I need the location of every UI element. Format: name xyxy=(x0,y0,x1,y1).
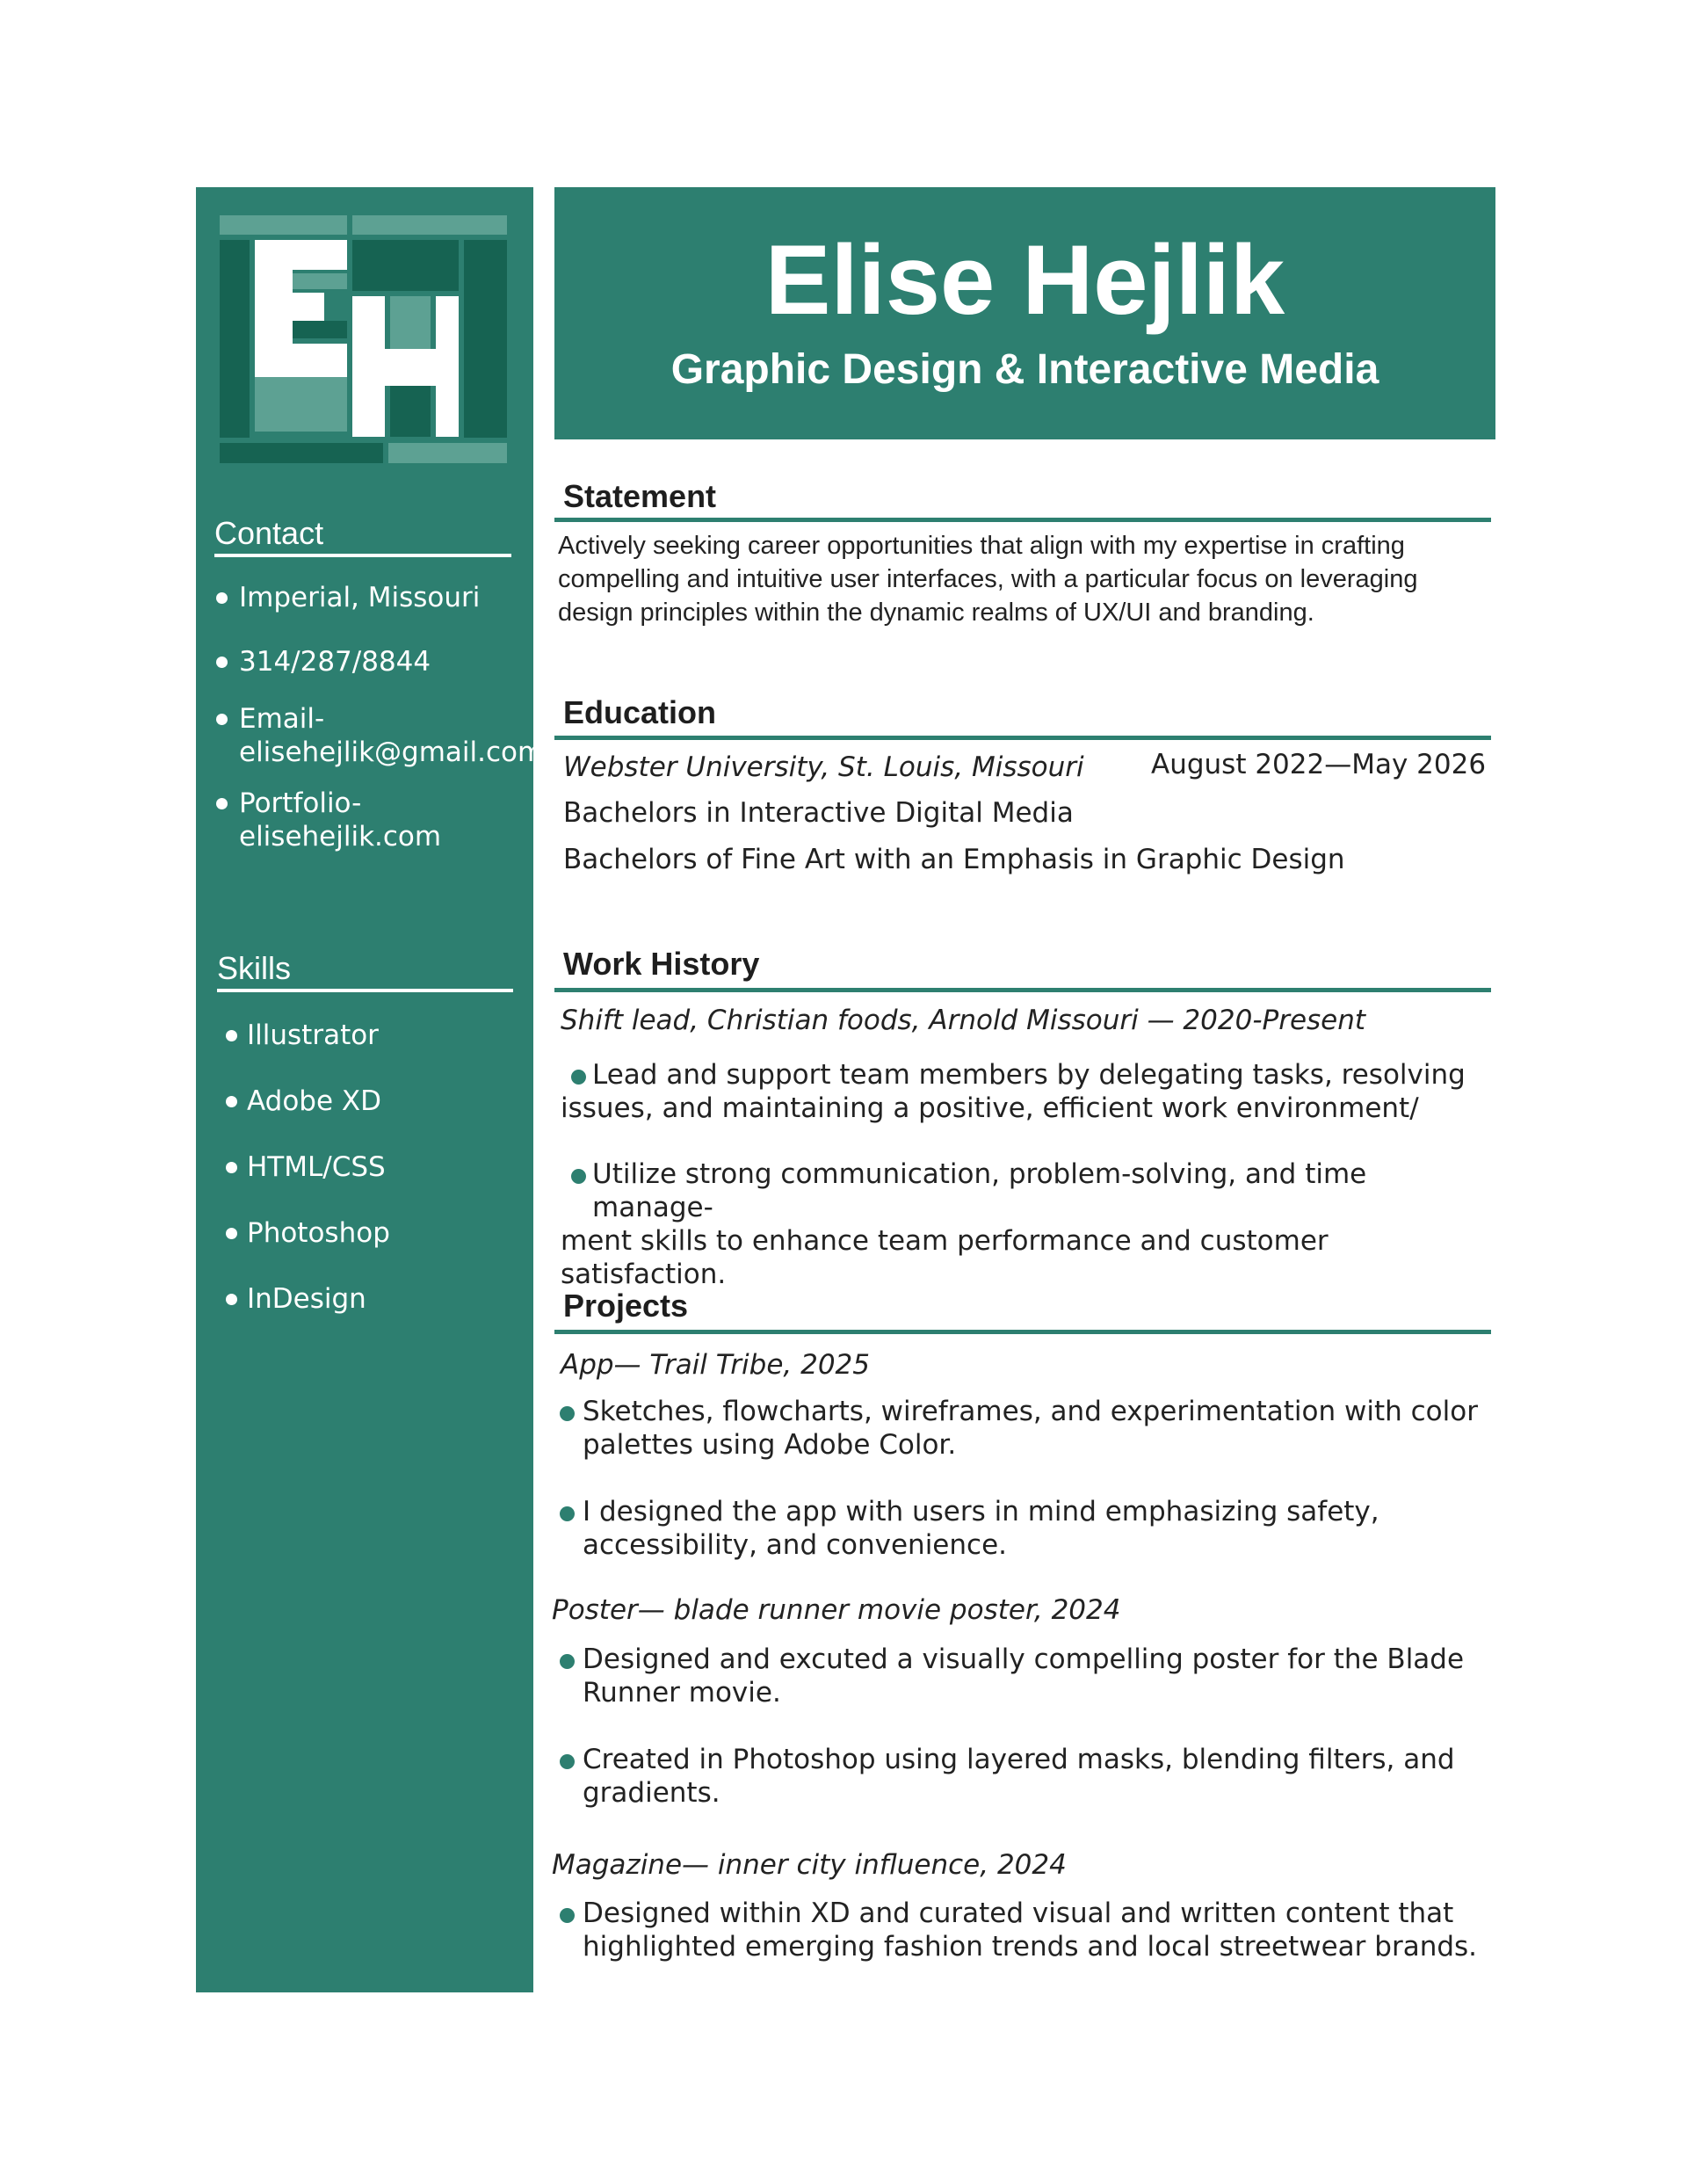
work-bullet: Utilize strong communication, problem-solving, and time manage- ment skills to enhance team performance and customer satisfaction. xyxy=(561,1158,1367,1290)
projects-heading: Projects xyxy=(563,1288,689,1324)
header-banner xyxy=(554,187,1495,439)
email-link[interactable]: elisehejlik@gmail.com xyxy=(239,736,545,768)
bullet-dot-icon xyxy=(571,1070,586,1085)
project-title: Magazine— inner city influence, 2024 xyxy=(552,1849,1067,1881)
project-title: App— Trail Tribe, 2025 xyxy=(561,1349,871,1381)
contact-list xyxy=(216,581,545,853)
education-heading: Education xyxy=(563,694,717,730)
statement-rule xyxy=(554,518,1491,522)
bullet-dot-icon xyxy=(560,1908,575,1923)
skills-list xyxy=(226,1019,516,1316)
education-dates: August 2022—May 2026 xyxy=(1151,749,1487,780)
bullet-dot-icon xyxy=(571,1169,586,1184)
portfolio-link[interactable]: elisehejlik.com xyxy=(239,821,442,853)
person-tagline: Graphic Design & Interactive Media xyxy=(670,346,1379,393)
project-title: Poster— blade runner movie poster, 2024 xyxy=(552,1594,1121,1626)
skill-item: InDesign xyxy=(226,1282,516,1316)
bullet-dot-icon xyxy=(560,1654,575,1669)
contact-heading: Contact xyxy=(214,515,324,551)
skills-rule xyxy=(217,989,513,992)
project-bullet: Designed within XD and curated visual and written content that highlighted emerging fashion trends and local streetwear brands. xyxy=(583,1897,1496,1963)
work-heading: Work History xyxy=(563,946,760,982)
sidebar xyxy=(196,187,545,1992)
bullet-dot-icon xyxy=(560,1506,575,1521)
statement-text: Actively seeking career opportunities that align with my expertise in crafting compelling and intuitive user interfaces, with a particular focus on leveraging design principles within the dynamic realms of UX/UI and branding. xyxy=(558,532,1418,627)
contact-rule xyxy=(214,554,511,557)
work-rule xyxy=(554,988,1491,992)
skills-heading: Skills xyxy=(217,950,292,986)
work-role: Shift lead, Christian foods, Arnold Missouri — 2020-Present xyxy=(561,1005,1366,1036)
projects-rule xyxy=(554,1330,1491,1334)
contact-portfolio[interactable]: Portfolio- elisehejlik.com xyxy=(216,787,532,853)
skill-item: HTML/CSS xyxy=(226,1150,516,1184)
project-bullet: Created in Photoshop using layered masks, blending filters, and gradients. xyxy=(583,1743,1496,1810)
skill-item: Adobe XD xyxy=(226,1085,516,1118)
skill-item: Photoshop xyxy=(226,1216,516,1250)
contact-email[interactable]: Email- elisehejlik@gmail.com xyxy=(216,702,532,769)
statement-heading: Statement xyxy=(563,478,717,514)
bullet-dot-icon xyxy=(560,1754,575,1769)
contact-phone: 314/287/8844 xyxy=(216,645,532,678)
skill-item: Illustrator xyxy=(226,1019,516,1052)
work-bullet: Lead and support team members by delegating tasks, resolving issues, and maintaining a positive, efficient work environment/ xyxy=(561,1059,1466,1124)
eh-monogram-logo xyxy=(220,215,507,463)
education-degree-1: Bachelors in Interactive Digital Media xyxy=(563,797,1074,829)
project-bullet: I designed the app with users in mind emphasizing safety, accessibility, and convenience. xyxy=(583,1495,1496,1562)
project-bullet: Designed and excuted a visually compelling poster for the Blade Runner movie. xyxy=(583,1643,1496,1709)
education-rule xyxy=(554,736,1491,740)
bullet-dot-icon xyxy=(560,1406,575,1421)
person-name: Elise Hejlik xyxy=(764,225,1285,335)
education-degree-2: Bachelors of Fine Art with an Emphasis in Graphic Design xyxy=(563,844,1345,875)
contact-location: Imperial, Missouri xyxy=(216,581,532,614)
education-school: Webster University, St. Louis, Missouri xyxy=(563,751,1084,783)
project-bullet: Sketches, flowcharts, wireframes, and experimentation with color palettes using Adobe Color. xyxy=(583,1395,1496,1462)
